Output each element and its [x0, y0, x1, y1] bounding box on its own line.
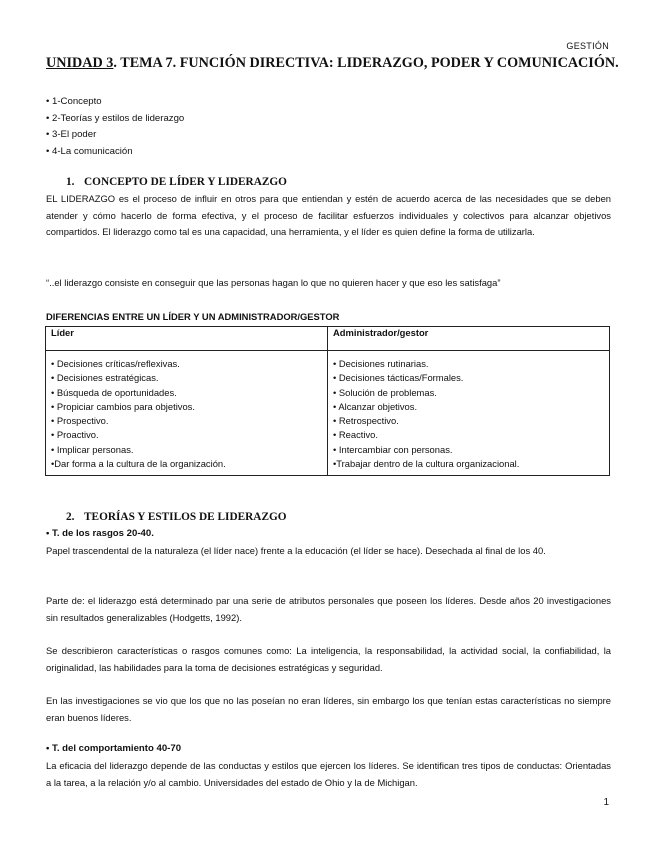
leader-traits-cell [46, 351, 328, 476]
table-header-row [46, 327, 610, 351]
list-item: • Decisiones estratégicas. [51, 372, 159, 384]
paragraph: La eficacia del liderazgo depende de las conductas y estilos que ejercen los líderes. Se identifican tres tipos de conductas: Orientadas a la tarea, a la relación y/o al cambio. Universidades del estado de Ohio y la de Michigan. [46, 760, 611, 788]
list-item: • Decisiones rutinarias. [333, 358, 429, 369]
list-item: • Prospectivo. [51, 415, 109, 427]
list-item: •Dar forma a la cultura de la organización. [51, 458, 226, 470]
column-header-manager: Administrador/gestor [328, 327, 610, 351]
section-1-heading [66, 176, 287, 188]
list-item: • Proactivo. [51, 429, 99, 441]
title-rest: . TEMA 7. FUNCIÓN DIRECTIVA: LIDERAZGO, PODER Y COMUNICACIÓN. [113, 55, 619, 71]
section-number: 1. [66, 176, 75, 188]
differences-table [45, 326, 610, 476]
list-item: • Alcanzar objetivos. [333, 400, 418, 412]
toc-item: • 3-El poder [46, 129, 97, 140]
list-item: • Implicar personas. [51, 443, 134, 455]
toc-item: • 2-Teorías y estilos de liderazgo [46, 112, 185, 124]
column-header-leader: Líder [46, 327, 328, 351]
list-item: • Reactivo. [333, 429, 378, 441]
section-title: CONCEPTO DE LÍDER Y LIDERAZGO [84, 176, 287, 188]
section-number: 2. [66, 511, 75, 523]
subheading-traits-theory: • T. de los rasgos 20-40. [46, 528, 154, 539]
toc-item: • 4-La comunicación [46, 145, 133, 157]
paragraph: Papel trascendental de la naturaleza (el líder nace) frente a la educación (el líder se hace). Desechada al final de los 40. [46, 545, 546, 556]
document-title [46, 55, 619, 72]
list-item: • Búsqueda de oportunidades. [51, 386, 177, 398]
subheading-behavior-theory: • T. del comportamiento 40-70 [46, 743, 182, 754]
table-of-contents [46, 94, 184, 160]
leadership-quote: “..el liderazgo consiste en conseguir que las personas hagan lo que no quieren hacer y que eso les satisfaga” [46, 277, 501, 288]
list-item: • Intercambiar con personas. [333, 443, 453, 455]
list-item: • Propiciar cambios para objetivos. [51, 400, 195, 412]
running-header: GESTIÓN [566, 41, 609, 51]
unit-label: UNIDAD 3 [46, 55, 114, 71]
list-item: •Trabajar dentro de la cultura organizacional. [333, 458, 520, 470]
list-item: • Decisiones tácticas/Formales. [333, 372, 464, 384]
toc-item: • 1-Concepto [46, 96, 102, 107]
section-1-paragraph: EL LIDERAZGO es el proceso de influir en otros para que entiendan y estén de acuerdo acerca de las necesidades que se deben atender y cómo hacerlo de forma efectiva, y el proceso de facilitar esfuerzos individuales y colectivos para alcanzar objetivos compartidos. El liderazgo como tal es una capacidad, una herramienta, y el líder es quien define la forma de utilizarla. [46, 193, 611, 238]
section-2-heading [66, 511, 287, 523]
manager-traits-cell [328, 351, 610, 476]
table-heading: DIFERENCIAS ENTRE UN LÍDER Y UN ADMINISTRADOR/GESTOR [46, 311, 340, 322]
table-row [46, 351, 610, 476]
list-item: • Decisiones críticas/reflexivas. [51, 358, 180, 369]
paragraph: Parte de: el liderazgo está determinado par una serie de atributos personales que poseen los líderes. Desde años 20 investigaciones sin resultados generalizables (Hodgetts, 1992). [46, 595, 611, 623]
list-item: • Retrospectivo. [333, 415, 399, 427]
page-number: 1 [603, 797, 609, 808]
paragraph: Se describieron características o rasgos comunes como: La inteligencia, la responsabilidad, la actividad social, la confiabilidad, la originalidad, las habilidades para la toma de decisiones estratégicas y seguridad. [46, 645, 611, 673]
paragraph: En las investigaciones se vio que los que no las poseían no eran líderes, sin embargo los que tenían estas características no siempre eran buenos líderes. [46, 695, 611, 723]
section-title: TEORÍAS Y ESTILOS DE LIDERAZGO [84, 511, 287, 523]
list-item: • Solución de problemas. [333, 386, 437, 398]
